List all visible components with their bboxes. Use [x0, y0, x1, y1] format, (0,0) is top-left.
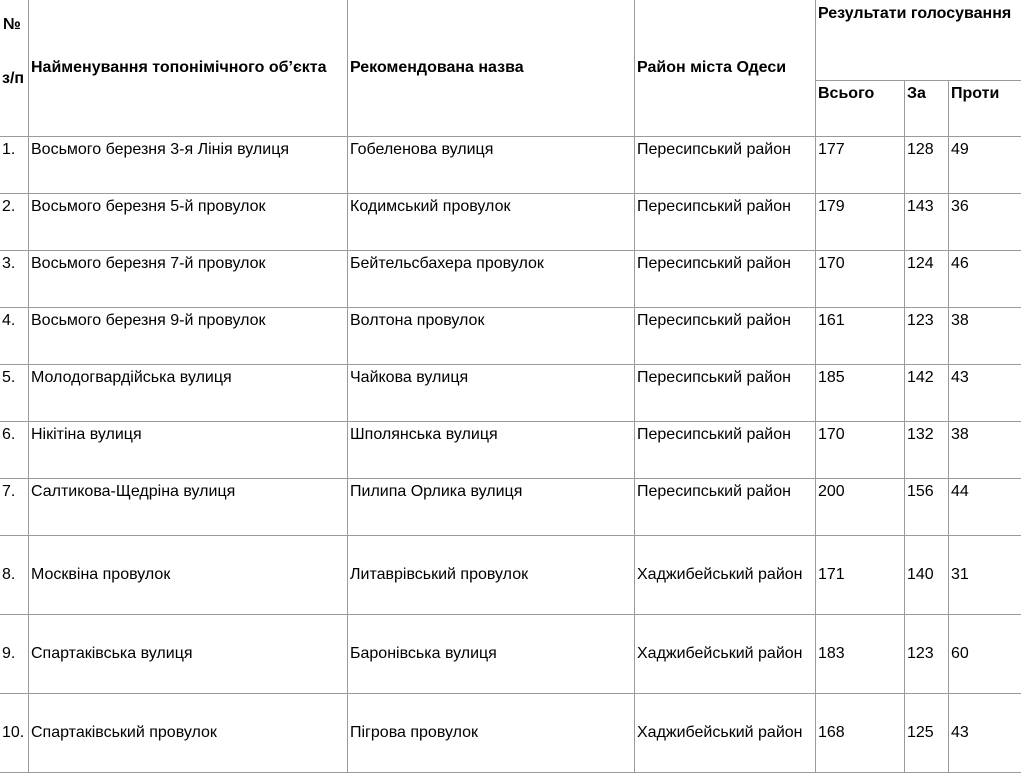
- district: Пересипський район: [635, 479, 816, 536]
- for-votes: 156: [905, 479, 949, 536]
- table-row: [0, 137, 1021, 194]
- total-votes-header: Всього: [816, 81, 905, 137]
- header-row-1: [0, 0, 1021, 81]
- row-number: 8.: [0, 536, 29, 615]
- against-votes: 38: [949, 308, 1021, 365]
- table-row: [0, 251, 1021, 308]
- total-votes: 179: [816, 194, 905, 251]
- for-votes: 132: [905, 422, 949, 479]
- recommended-name: Гобеленова вулиця: [348, 137, 635, 194]
- for-votes: 142: [905, 365, 949, 422]
- voting-results-header: Результати голосування: [816, 0, 1021, 81]
- total-votes: 170: [816, 422, 905, 479]
- table-row: [0, 536, 1021, 615]
- total-votes: 168: [816, 694, 905, 773]
- against-votes: 43: [949, 694, 1021, 773]
- recommended-name: Бейтельсбахера провулок: [348, 251, 635, 308]
- against-votes: 60: [949, 615, 1021, 694]
- row-number: 3.: [0, 251, 29, 308]
- object-name: Москвіна провулок: [29, 536, 348, 615]
- for-votes: 140: [905, 536, 949, 615]
- against-votes: 44: [949, 479, 1021, 536]
- recommended-name: Пігрова провулок: [348, 694, 635, 773]
- recommended-name: Пилипа Орлика вулиця: [348, 479, 635, 536]
- table-row: [0, 194, 1021, 251]
- row-number: 9.: [0, 615, 29, 694]
- object-name-header: Найменування топонімічного об’єкта: [29, 0, 348, 137]
- for-votes: 123: [905, 308, 949, 365]
- number-header: [0, 0, 29, 137]
- row-number: 10.: [0, 694, 29, 773]
- total-votes: 183: [816, 615, 905, 694]
- total-votes: 171: [816, 536, 905, 615]
- district: Пересипський район: [635, 194, 816, 251]
- for-votes-header: За: [905, 81, 949, 137]
- table-row: [0, 308, 1021, 365]
- row-number: 6.: [0, 422, 29, 479]
- row-number: 4.: [0, 308, 29, 365]
- recommended-name: Чайкова вулиця: [348, 365, 635, 422]
- district: Пересипський район: [635, 308, 816, 365]
- total-votes: 177: [816, 137, 905, 194]
- against-votes: 31: [949, 536, 1021, 615]
- row-number: 1.: [0, 137, 29, 194]
- object-name: Спартаківська вулиця: [29, 615, 348, 694]
- for-votes: 123: [905, 615, 949, 694]
- table-row: [0, 365, 1021, 422]
- against-votes: 36: [949, 194, 1021, 251]
- number-header-symbol: №: [3, 14, 21, 36]
- table-row: [0, 694, 1021, 773]
- recommended-name: Баронівська вулиця: [348, 615, 635, 694]
- table-row: [0, 422, 1021, 479]
- row-number: 2.: [0, 194, 29, 251]
- recommended-name: Шполянська вулиця: [348, 422, 635, 479]
- against-votes: 49: [949, 137, 1021, 194]
- object-name: Восьмого березня 7-й провулок: [29, 251, 348, 308]
- district-header: Район міста Одеси: [635, 0, 816, 137]
- district: Пересипський район: [635, 422, 816, 479]
- object-name: Восьмого березня 9-й провулок: [29, 308, 348, 365]
- against-votes: 38: [949, 422, 1021, 479]
- for-votes: 143: [905, 194, 949, 251]
- object-name: Восьмого березня 5-й провулок: [29, 194, 348, 251]
- district: Хаджибейський район: [635, 536, 816, 615]
- district: Пересипський район: [635, 365, 816, 422]
- row-number: 7.: [0, 479, 29, 536]
- district: Хаджибейський район: [635, 694, 816, 773]
- object-name: Нікітіна вулиця: [29, 422, 348, 479]
- for-votes: 125: [905, 694, 949, 773]
- for-votes: 128: [905, 137, 949, 194]
- recommended-name: Волтона провулок: [348, 308, 635, 365]
- table-row: [0, 479, 1021, 536]
- object-name: Спартаківський провулок: [29, 694, 348, 773]
- row-number: 5.: [0, 365, 29, 422]
- object-name: Восьмого березня 3-я Лінія вулиця: [29, 137, 348, 194]
- total-votes: 161: [816, 308, 905, 365]
- number-header-abbrev: з/п: [2, 68, 24, 90]
- total-votes: 170: [816, 251, 905, 308]
- for-votes: 124: [905, 251, 949, 308]
- recommended-name: Литаврівський провулок: [348, 536, 635, 615]
- total-votes: 200: [816, 479, 905, 536]
- object-name: Молодогвардійська вулиця: [29, 365, 348, 422]
- district: Пересипський район: [635, 251, 816, 308]
- recommended-name-header: Рекомендована назва: [348, 0, 635, 137]
- table-row: [0, 615, 1021, 694]
- recommended-name: Кодимський провулок: [348, 194, 635, 251]
- district: Хаджибейський район: [635, 615, 816, 694]
- against-votes-header: Проти: [949, 81, 1021, 137]
- total-votes: 185: [816, 365, 905, 422]
- against-votes: 46: [949, 251, 1021, 308]
- district: Пересипський район: [635, 137, 816, 194]
- object-name: Салтикова-Щедріна вулиця: [29, 479, 348, 536]
- against-votes: 43: [949, 365, 1021, 422]
